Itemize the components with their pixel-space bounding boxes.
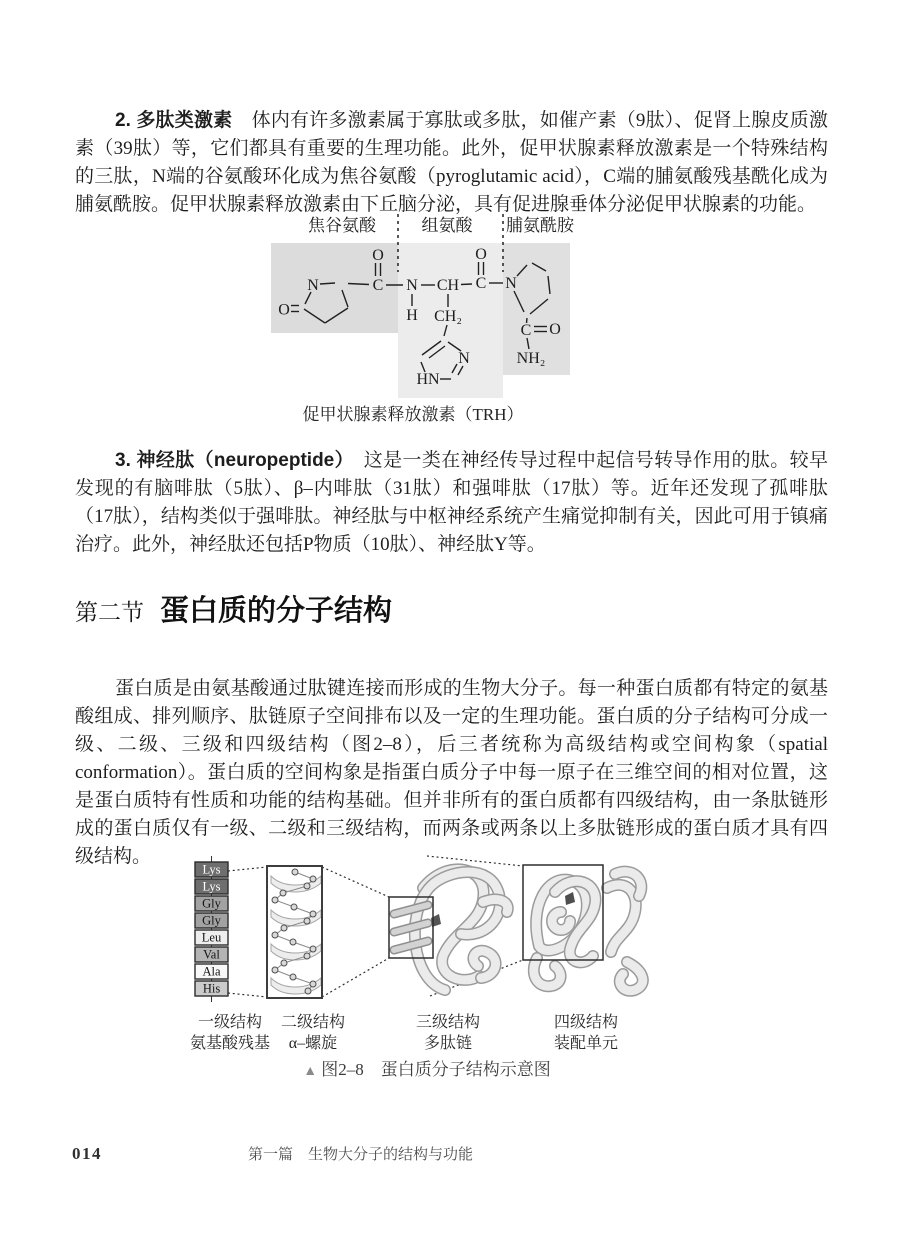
atom-label: O xyxy=(549,321,561,338)
section-number: 第二节 xyxy=(75,600,144,625)
paragraph-polypeptide-hormones xyxy=(75,107,828,219)
residue-label: Gly xyxy=(202,913,221,928)
atom-label: N xyxy=(307,277,319,294)
quaternary-dark-element xyxy=(565,892,575,905)
fig-label-subtitle: α–螺旋 xyxy=(288,1035,338,1052)
fig-label-subtitle: 多肽链 xyxy=(423,1035,472,1052)
term-neuropeptide: 3. 神经肽（neuropeptide） xyxy=(115,450,345,471)
alpha-helix-drawing xyxy=(267,866,322,998)
running-header-chapter: 第一篇 生物大分子的结构与功能 xyxy=(248,1147,474,1163)
atom-label: C xyxy=(475,275,487,292)
paragraph-polypeptide-body: 体内有许多激素属于寡肽或多肽，如催产素（9肽）、促肾上腺皮质激素（39肽）等，它们都具有重要的生理功能。此外，促甲状腺素释放激素是一个特殊结构的三肽，N端的谷氨酸环化成为焦谷氨酸（pyroglutamic acid），C端的脯氨酸残基酰化成为脯氨酰胺。促甲状腺素释放激素由下丘脑分泌，具有促进腺垂体分泌促甲状腺素的功能。 xyxy=(75,110,828,215)
paragraph-neuropeptide xyxy=(75,447,828,559)
paragraph-protein-body: 蛋白质是由氨基酸通过肽键连接而形成的生物大分子。每一种蛋白质都有特定的氨基酸组成、排列顺序、肽链原子空间排布以及一定的生理功能。蛋白质的分子结构可分成一级、二级、三级和四级结构（图2–8），后三者统称为高级结构或空间构象（spatial conformation）。蛋白质的空间构象是指蛋白质分子中每一原子在三维空间的相对位置，这是蛋白质特有性质和功能的结构基础。但并非所有的蛋白质都有四级结构，由一条肽链形成的蛋白质仅有一级、二级和三级结构，而两条或两条以上多肽链形成的蛋白质才具有四级结构。 xyxy=(75,678,828,867)
atom-label: N xyxy=(458,350,470,367)
atom-label: C xyxy=(520,322,532,339)
triangle-marker-icon: ▲ xyxy=(303,1064,318,1079)
atom-label: N xyxy=(406,277,418,294)
label-prolinamide: 脯氨酰胺 xyxy=(506,216,574,235)
atom-label: O xyxy=(475,246,487,263)
fig-label-tertiary xyxy=(378,1012,518,1054)
residue-label: Val xyxy=(203,947,220,962)
atom-label: NH₂ xyxy=(516,350,546,367)
label-pyroglutamic-acid: 焦谷氨酸 xyxy=(308,216,376,235)
fig-label-secondary xyxy=(243,1012,383,1054)
atom-label: O xyxy=(372,247,384,264)
figure-caption xyxy=(227,1059,627,1083)
trh-structure-figure xyxy=(255,212,675,404)
trh-figure-caption: 促甲状腺素释放激素（TRH） xyxy=(302,405,524,424)
atom-label: CH₂ xyxy=(434,308,462,325)
fig-label-quaternary xyxy=(516,1012,656,1054)
page-number: 014 xyxy=(72,1144,102,1163)
atom-label: H xyxy=(406,307,418,324)
fig-label-title: 三级结构 xyxy=(415,1014,480,1031)
fig-label-title: 四级结构 xyxy=(553,1014,618,1031)
residue-label: Lys xyxy=(202,879,221,894)
fig-label-subtitle: 装配单元 xyxy=(553,1035,618,1052)
residue-label: Leu xyxy=(201,930,222,945)
tertiary-structure-drawing xyxy=(389,869,508,990)
paragraph-protein-structure xyxy=(75,675,828,871)
atom-label: CH xyxy=(436,277,460,294)
section-title: 蛋白质的分子结构 xyxy=(160,595,393,627)
fig-label-title: 一级结构 xyxy=(197,1014,262,1031)
label-histidine: 组氨酸 xyxy=(421,216,473,235)
fig-label-title: 二级结构 xyxy=(280,1014,345,1031)
fig-label-subtitle: 氨基酸残基 xyxy=(189,1035,270,1052)
residue-label: Ala xyxy=(202,964,221,979)
atom-label: O xyxy=(278,301,290,319)
atom-label: N xyxy=(505,275,517,292)
quaternary-structure-drawing xyxy=(523,865,643,991)
term-polypeptide-hormones: 2. 多肽类激素 xyxy=(115,110,233,131)
residue-label: Gly xyxy=(202,896,221,911)
residue-label: His xyxy=(202,981,221,996)
section-heading xyxy=(75,594,392,630)
protein-structure-figure xyxy=(185,850,730,1012)
residue-label: Lys xyxy=(202,862,221,877)
paragraph-neuropeptide-body: 这是一类在神经传导过程中起信号转导作用的肽。较早发现的有脑啡肽（5肽）、β–内啡肽（31肽）和强啡肽（17肽）等。近年还发现了孤啡肽（17肽），结构类似于强啡肽。神经肽与中枢神经系统产生痛觉抑制有关，因此可用于镇痛治疗。此外，神经肽还包括P物质（10肽）、神经肽Y等。 xyxy=(75,450,828,555)
atom-label: HN xyxy=(416,371,440,388)
figure-caption-text: 图2–8 蛋白质分子结构示意图 xyxy=(321,1060,551,1079)
atom-label: C xyxy=(372,277,384,294)
